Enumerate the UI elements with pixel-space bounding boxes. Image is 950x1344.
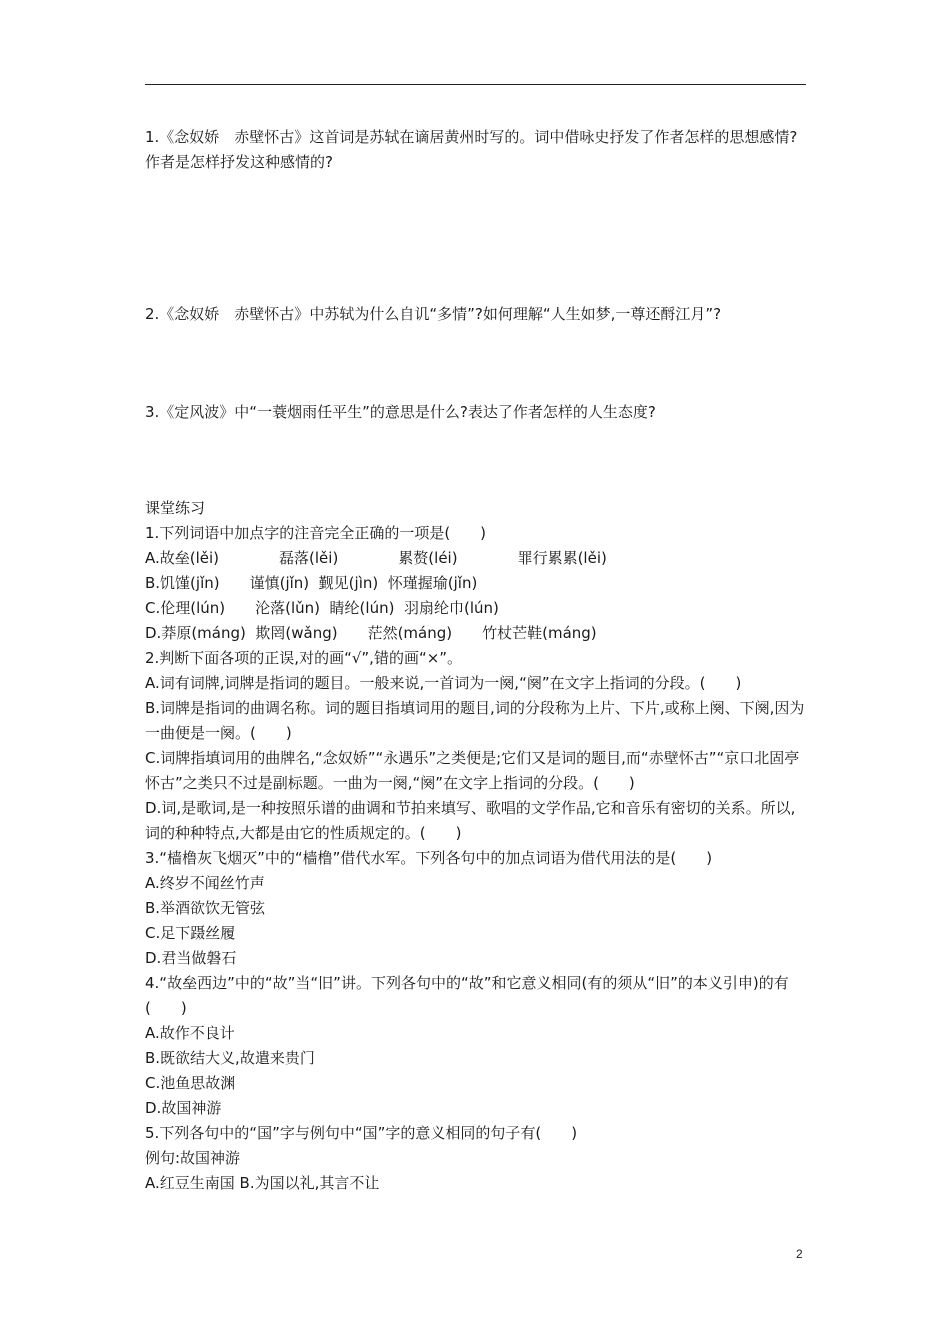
exercise-5-example: 例句:故国神游 xyxy=(145,1149,241,1167)
exercise-2-stem: 2.判断下面各项的正误,对的画“√”,错的画“×”。 xyxy=(145,649,463,667)
question-3: 3.《定风波》中“一蓑烟雨任平生”的意思是什么?表达了作者怎样的人生态度? xyxy=(145,403,656,421)
section-title: 课堂练习 xyxy=(145,499,206,517)
exercise-2-option-a: A.词有词牌,词牌是指词的题目。一般来说,一首词为一阕,“阕”在文字上指词的分段。( ) xyxy=(145,674,742,692)
exercise-2-option-b: B.词牌是指词的曲调名称。词的题目指填词用的题目,词的分段称为上片、下片,或称上阕、下阕,因为一曲便是一阕。( ) xyxy=(145,699,805,742)
exercise-5-stem: 5.下列各句中的“国”字与例句中“国”字的意义相同的句子有( ) xyxy=(145,1124,578,1142)
exercise-4-option-c: C.池鱼思故渊 xyxy=(145,1074,236,1092)
exercise-3-stem: 3.“樯橹灰飞烟灭”中的“樯橹”借代水军。下列各句中的加点词语为借代用法的是( ) xyxy=(145,849,713,867)
exercise-1-option-c: C.伦理(lún) 沦落(lǔn) 睛纶(lún) 羽扇纶巾(lún) xyxy=(145,599,499,617)
exercise-3-option-c: C.足下蹑丝履 xyxy=(145,924,236,942)
exercise-4-option-b: B.既欲结大义,故遣来贵门 xyxy=(145,1049,315,1067)
question-1: 1.《念奴娇 赤壁怀古》这首词是苏轼在谪居黄州时写的。词中借咏史抒发了作者怎样的思想感情?作者是怎样抒发这种感情的? xyxy=(145,128,798,171)
exercise-1-stem: 1.下列词语中加点字的注音完全正确的一项是( ) xyxy=(145,524,487,542)
exercise-1-option-d: D.莽原(máng) 欺罔(wǎng) 茫然(máng) 竹杖芒鞋(máng) xyxy=(145,624,597,642)
exercise-2-option-d: D.词,是歌词,是一种按照乐谱的曲调和节拍来填写、歌唱的文学作品,它和音乐有密切的关系。所以,词的种种特点,大都是由它的性质规定的。( ) xyxy=(145,799,796,842)
exercise-1-option-a: A.故垒(lěi) 磊落(lěi) 累赘(léi) 罪行累累(lěi) xyxy=(145,549,607,567)
exercise-4-option-a: A.故作不良计 xyxy=(145,1024,235,1042)
question-2: 2.《念奴娇 赤壁怀古》中苏轼为什么自讥“多情”?如何理解“人生如梦,一尊还酹江月”? xyxy=(145,305,722,323)
exercise-4-stem: 4.“故垒西边”中的“故”当“旧”讲。下列各句中的“故”和它意义相同(有的须从“旧”的本义引申)的有( ) xyxy=(145,974,789,1017)
header-rule xyxy=(145,84,806,85)
page-content xyxy=(145,125,810,1196)
exercise-3-option-d: D.君当做磐石 xyxy=(145,949,237,967)
exercise-1-option-b: B.饥馑(jǐn) 谨慎(jǐn) 觐见(jìn) 怀瑾握瑜(jǐn) xyxy=(145,574,478,592)
exercise-4-option-d: D.故国神游 xyxy=(145,1099,222,1117)
exercise-3-option-a: A.终岁不闻丝竹声 xyxy=(145,874,265,892)
exercise-3-option-b: B.举酒欲饮无管弦 xyxy=(145,899,266,917)
exercise-5-options-ab: A.红豆生南国 B.为国以礼,其言不让 xyxy=(145,1174,380,1192)
exercise-2-option-c: C.词牌指填词用的曲牌名,“念奴娇”“永遇乐”之类便是;它们又是词的题目,而“赤壁怀古”“京口北固亭怀古”之类只不过是副标题。一曲为一阕,“阕”在文字上指词的分段。( ) xyxy=(145,749,800,792)
page-number: 2 xyxy=(796,1247,803,1261)
